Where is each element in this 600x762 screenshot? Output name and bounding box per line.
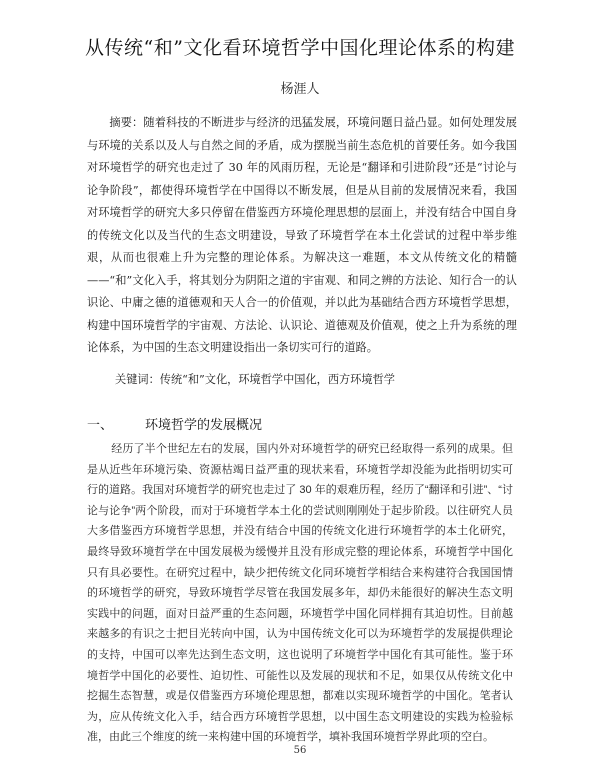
keywords-line: 关键词：传统“和”文化，环境哲学中国化，西方环境哲学 xyxy=(115,373,395,386)
page-number: 56 xyxy=(293,745,307,756)
abstract-paragraph: 摘要：随着科技的不断进步与经济的迅猛发展，环境问题日益凸显。如何处理发展与环境的关系以及人与自然之间的矛盾，成为摆脱当前生态危机的首要任务。如今我国对环境哲学的研究也走过了 30 年的风雨历程，无论是“翻译和引进阶段”还是“讨论与论争阶段”，都使得环境哲学在中国得以不断发展，但是从目前的发展情况来看，我国对环境哲学的研究大多只停留在借鉴西方环境伦理思想的层面上，并没有结合中国自身的传统文化以及当代的生态文明建设，导致了环境哲学在本土化尝试的过程中举步维艰，从而也很难上升为完整的理论体系。为解决这一难题，本文从传统文化的精髓——“和”文化入手，将其划分为阴阳之道的宇宙观、和同之辨的方法论、知行合一的认识论、中庸之德的道德观和天人合一的价值观，并以此为基础结合西方环境哲学思想，构建中国环境哲学的宇宙观、方法论、认识论、道德观及价值观，使之上升为系统的理论体系，为中国的生态文明建设指出一条切实可行的道路。 xyxy=(87,116,517,354)
section-heading xyxy=(87,414,507,433)
section-number: 一、 xyxy=(87,418,114,433)
section-title: 环境哲学的发展概况 xyxy=(145,418,263,433)
body-paragraph: 经历了半个世纪左右的发展，国内外对环境哲学的研究已经取得一系列的成果。但是从近些年环境污染、资源枯竭日益严重的现状来看，环境哲学却没能为此指明切实可行的道路。我国对环境哲学的研究也走过了 30 年的艰难历程，经历了“翻译和引进”、“讨论与论争”两个阶段，而对于环境哲学本土化的尝试则刚刚处于起步阶段。以往研究人员大多借鉴西方环境哲学思想，并没有结合中国的传统文化进行环境哲学的本土化研究，最终导致环境哲学在中国发展极为缓慢并且没有形成完整的理论体系，环境哲学中国化只有具必要性。在研究过程中，缺少把传统文化同环境哲学相结合来构建符合我国国情的环境哲学的研究，导致环境哲学尽管在我国发展多年，却仍未能很好的解决生态文明实践中的问题，面对日益严重的生态问题，环境哲学中国化同样拥有其迫切性。目前越来越多的有识之士把目光转向中国，认为中国传统文化可以为环境哲学的发展提供理论的支持，中国可以率先达到生态文明，这也说明了环境哲学中国化有其可能性。鉴于环境哲学中国化的必要性、迫切性、可能性以及发展的现状和不足，如果仅从传统文化中挖掘生态智慧，或是仅借鉴西方环境伦理思想，都难以实现环境哲学的中国化。笔者认为，应从传统文化入手，结合西方环境哲学思想，以中国生态文明建设的实践为检验标准，由此三个维度的统一来构建中国的环境哲学，填补我国环境哲学界此项的空白。 xyxy=(87,443,513,744)
paper-title: 从传统“和”文化看环境哲学中国化理论体系的构建 xyxy=(85,37,515,59)
author-name: 杨涯人 xyxy=(280,82,320,97)
